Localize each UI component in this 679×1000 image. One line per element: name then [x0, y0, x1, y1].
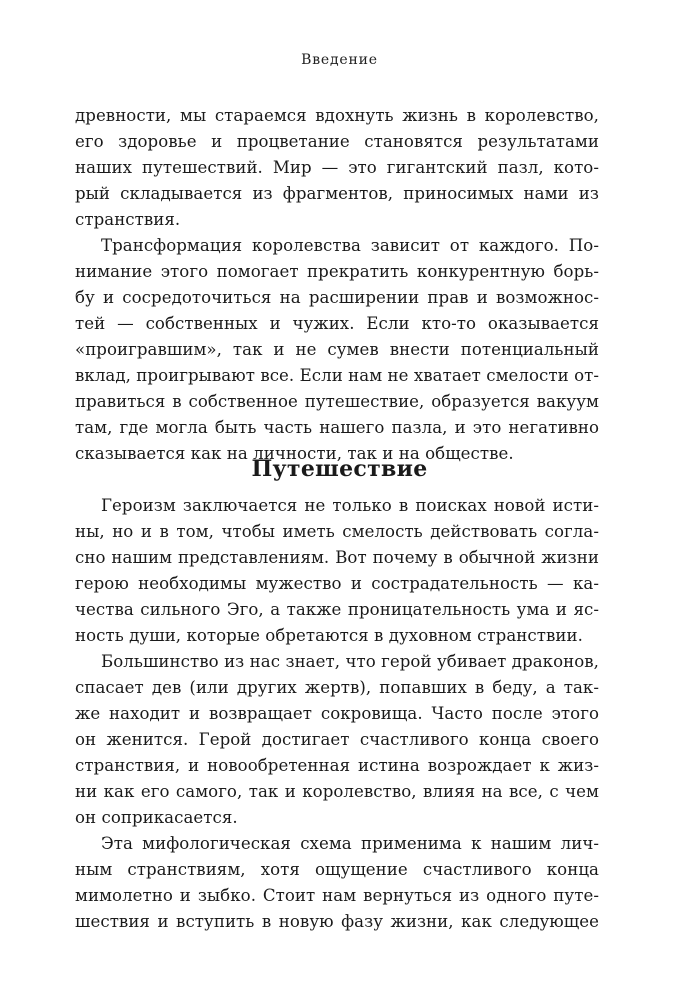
text-line: тей — собственных и чужих. Если кто-то оказывается — [75, 314, 599, 333]
text-line: Большинство из нас знает, что герой убивает драконов, — [101, 652, 599, 671]
text-line: ни как его самого, так и королевство, влияя на все, с чем — [75, 782, 599, 801]
text-line: Эта мифологическая схема применима к нашим лич- — [101, 834, 599, 853]
text-line: рый складывается из фрагментов, приносимых нами из — [75, 184, 599, 203]
text-line: нимание этого помогает прекратить конкурентную борь- — [75, 262, 599, 281]
text-line: он соприкасается. — [75, 808, 238, 827]
text-line: же находит и возвращает сокровища. Часто после этого — [75, 704, 599, 723]
text-line: там, где могла быть часть нашего пазла, и это негативно — [75, 418, 599, 437]
text-line: ным странствиям, хотя ощущение счастливого конца — [75, 860, 599, 879]
text-line: наших путешествий. Мир — это гигантский пазл, кото- — [75, 158, 599, 177]
text-line: вклад, проигрывают все. Если нам не хватает смелости от- — [75, 366, 599, 385]
text-line: спасает дев (или других жертв), попавших в беду, а так- — [75, 678, 599, 697]
text-line: странствия, и новообретенная истина возрождает к жиз- — [75, 756, 599, 775]
text-line: его здоровье и процветание становятся результатами — [75, 132, 599, 151]
text-line: шествия и вступить в новую фазу жизни, как следующее — [75, 912, 599, 931]
text-line: правиться в собственное путешествие, образуется вакуум — [75, 392, 599, 411]
text-line: Героизм заключается не только в поисках новой исти- — [101, 496, 599, 515]
text-line: он женится. Герой достигает счастливого конца своего — [75, 730, 599, 749]
text-line: Трансформация королевства зависит от каждого. По- — [101, 236, 599, 255]
text-line: ны, но и в том, чтобы иметь смелость действовать согла- — [75, 522, 599, 541]
text-line: сно нашим представлениям. Вот почему в обычной жизни — [75, 548, 599, 567]
text-line: чества сильного Эго, а также проницательность ума и яс- — [75, 600, 599, 619]
text-line: ность души, которые обретаются в духовном странствии. — [75, 626, 583, 645]
text-line: мимолетно и зыбко. Стоит нам вернуться из одного путе- — [75, 886, 599, 905]
text-line: бу и сосредоточиться на расширении прав и возможнос- — [75, 288, 599, 307]
text-line: «проигравшим», так и не сумев внести потенциальный — [75, 340, 599, 359]
text-line: герою необходимы мужество и сострадательность — ка- — [75, 574, 599, 593]
section-journey-text — [75, 493, 599, 935]
text-line: странствия. — [75, 210, 181, 229]
section-heading: Путешествие — [251, 456, 428, 482]
text-line: древности, мы стараемся вдохнуть жизнь в королевство, — [75, 106, 599, 125]
section-intro-text — [75, 103, 599, 467]
running-head: Введение — [301, 52, 378, 68]
text-line: сказывается как на личности, так и на обществе. — [75, 444, 514, 463]
